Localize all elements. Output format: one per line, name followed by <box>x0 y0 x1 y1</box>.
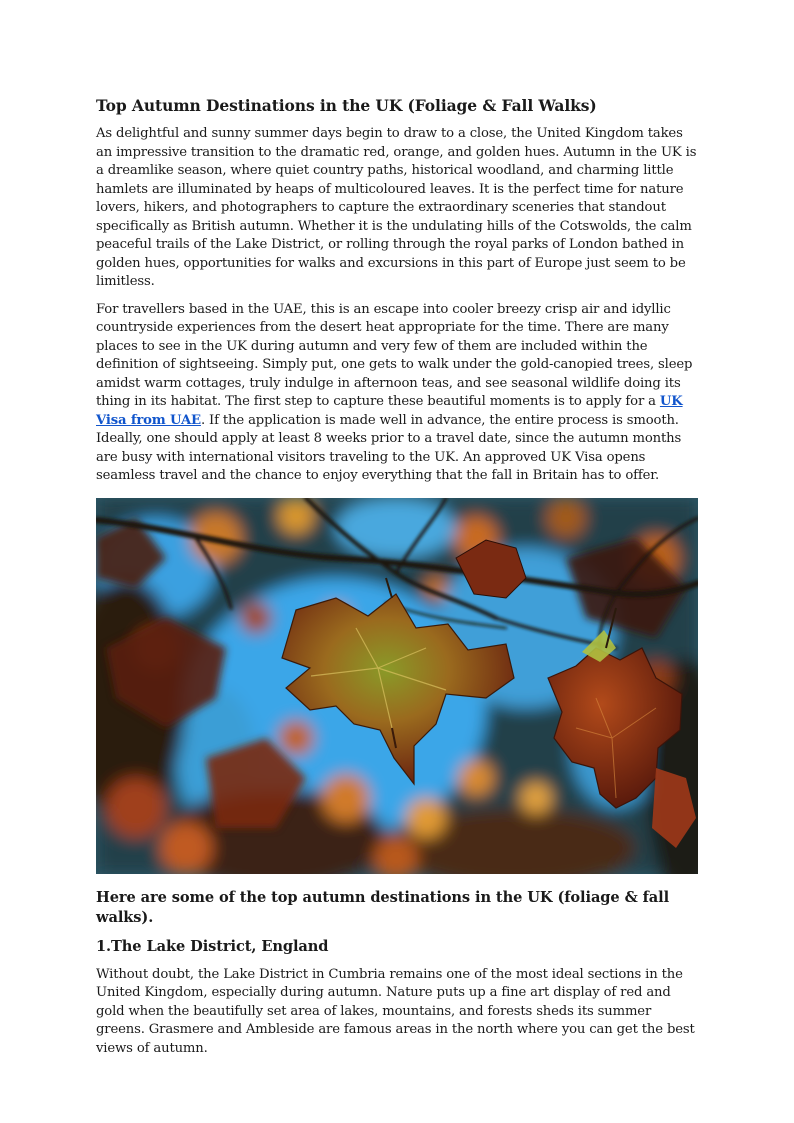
visa-paragraph-text-start: For travellers based in the UAE, this is an escape into cooler breezy crisp air and idyllic countryside experiences from the desert heat appropriate for the time. There are many places to see in the UK during autumn and very few of them are included within the definition of sightseeing. Simply put, one gets to walk under the gold-canopied trees, sleep amidst warm cottages, truly indulge in afternoon teas, and see seasonal wildlife doing its thing in its habitat. The first step to capture these beautiful moments is to apply for a <box>96 301 693 409</box>
visa-paragraph-text-end: . If the application is made well in advance, the entire process is smooth. Ideally, one should apply at least 8 weeks prior to a travel date, since the autumn months are busy with international visitors traveling to the UK. An approved UK Visa opens seamless travel and the chance to enjoy everything that the fall in Britain has to offer. <box>96 412 682 483</box>
page-title: Top Autumn Destinations in the UK (Foliage & Fall Walks) <box>96 96 597 115</box>
intro-paragraph: As delightful and sunny summer days begin to draw to a close, the United Kingdom takes an impressive transition to the dramatic red, orange, and golden hues. Autumn in the UK is a dreamlike season, where quiet country paths, historical woodland, and charming little hamlets are illuminated by heaps of multicoloured leaves. It is the perfect time for nature lovers, hikers, and photographers to capture the extraordinary sceneries that standout specifically as British autumn. Whether it is the undulating hills of the Cotswolds, the calm peaceful trails of the Lake District, or rolling through the royal parks of London bathed in golden hues, opportunities for walks and excursions in this part of Europe just seem to be limitless. <box>96 126 697 289</box>
subsection-heading-lake-district: 1.The Lake District, England <box>96 937 329 955</box>
uk-visa-link[interactable]: UK Visa from UAE <box>96 394 683 428</box>
visa-paragraph <box>96 301 698 486</box>
autumn-leaves-photo <box>96 498 698 874</box>
lake-district-paragraph: Without doubt, the Lake District in Cumbria remains one of the most ideal sections in the United Kingdom, especially during autumn. Nature puts up a fine art display of red and gold when the beautifully set area of lakes, mountains, and forests sheds its summer greens. Grasmere and Ambleside are famous areas in the north where you can get the best views of autumn. <box>96 966 695 1056</box>
document-page <box>96 96 698 1067</box>
section-heading: Here are some of the top autumn destinations in the UK (foliage & fall walks). <box>96 888 670 926</box>
